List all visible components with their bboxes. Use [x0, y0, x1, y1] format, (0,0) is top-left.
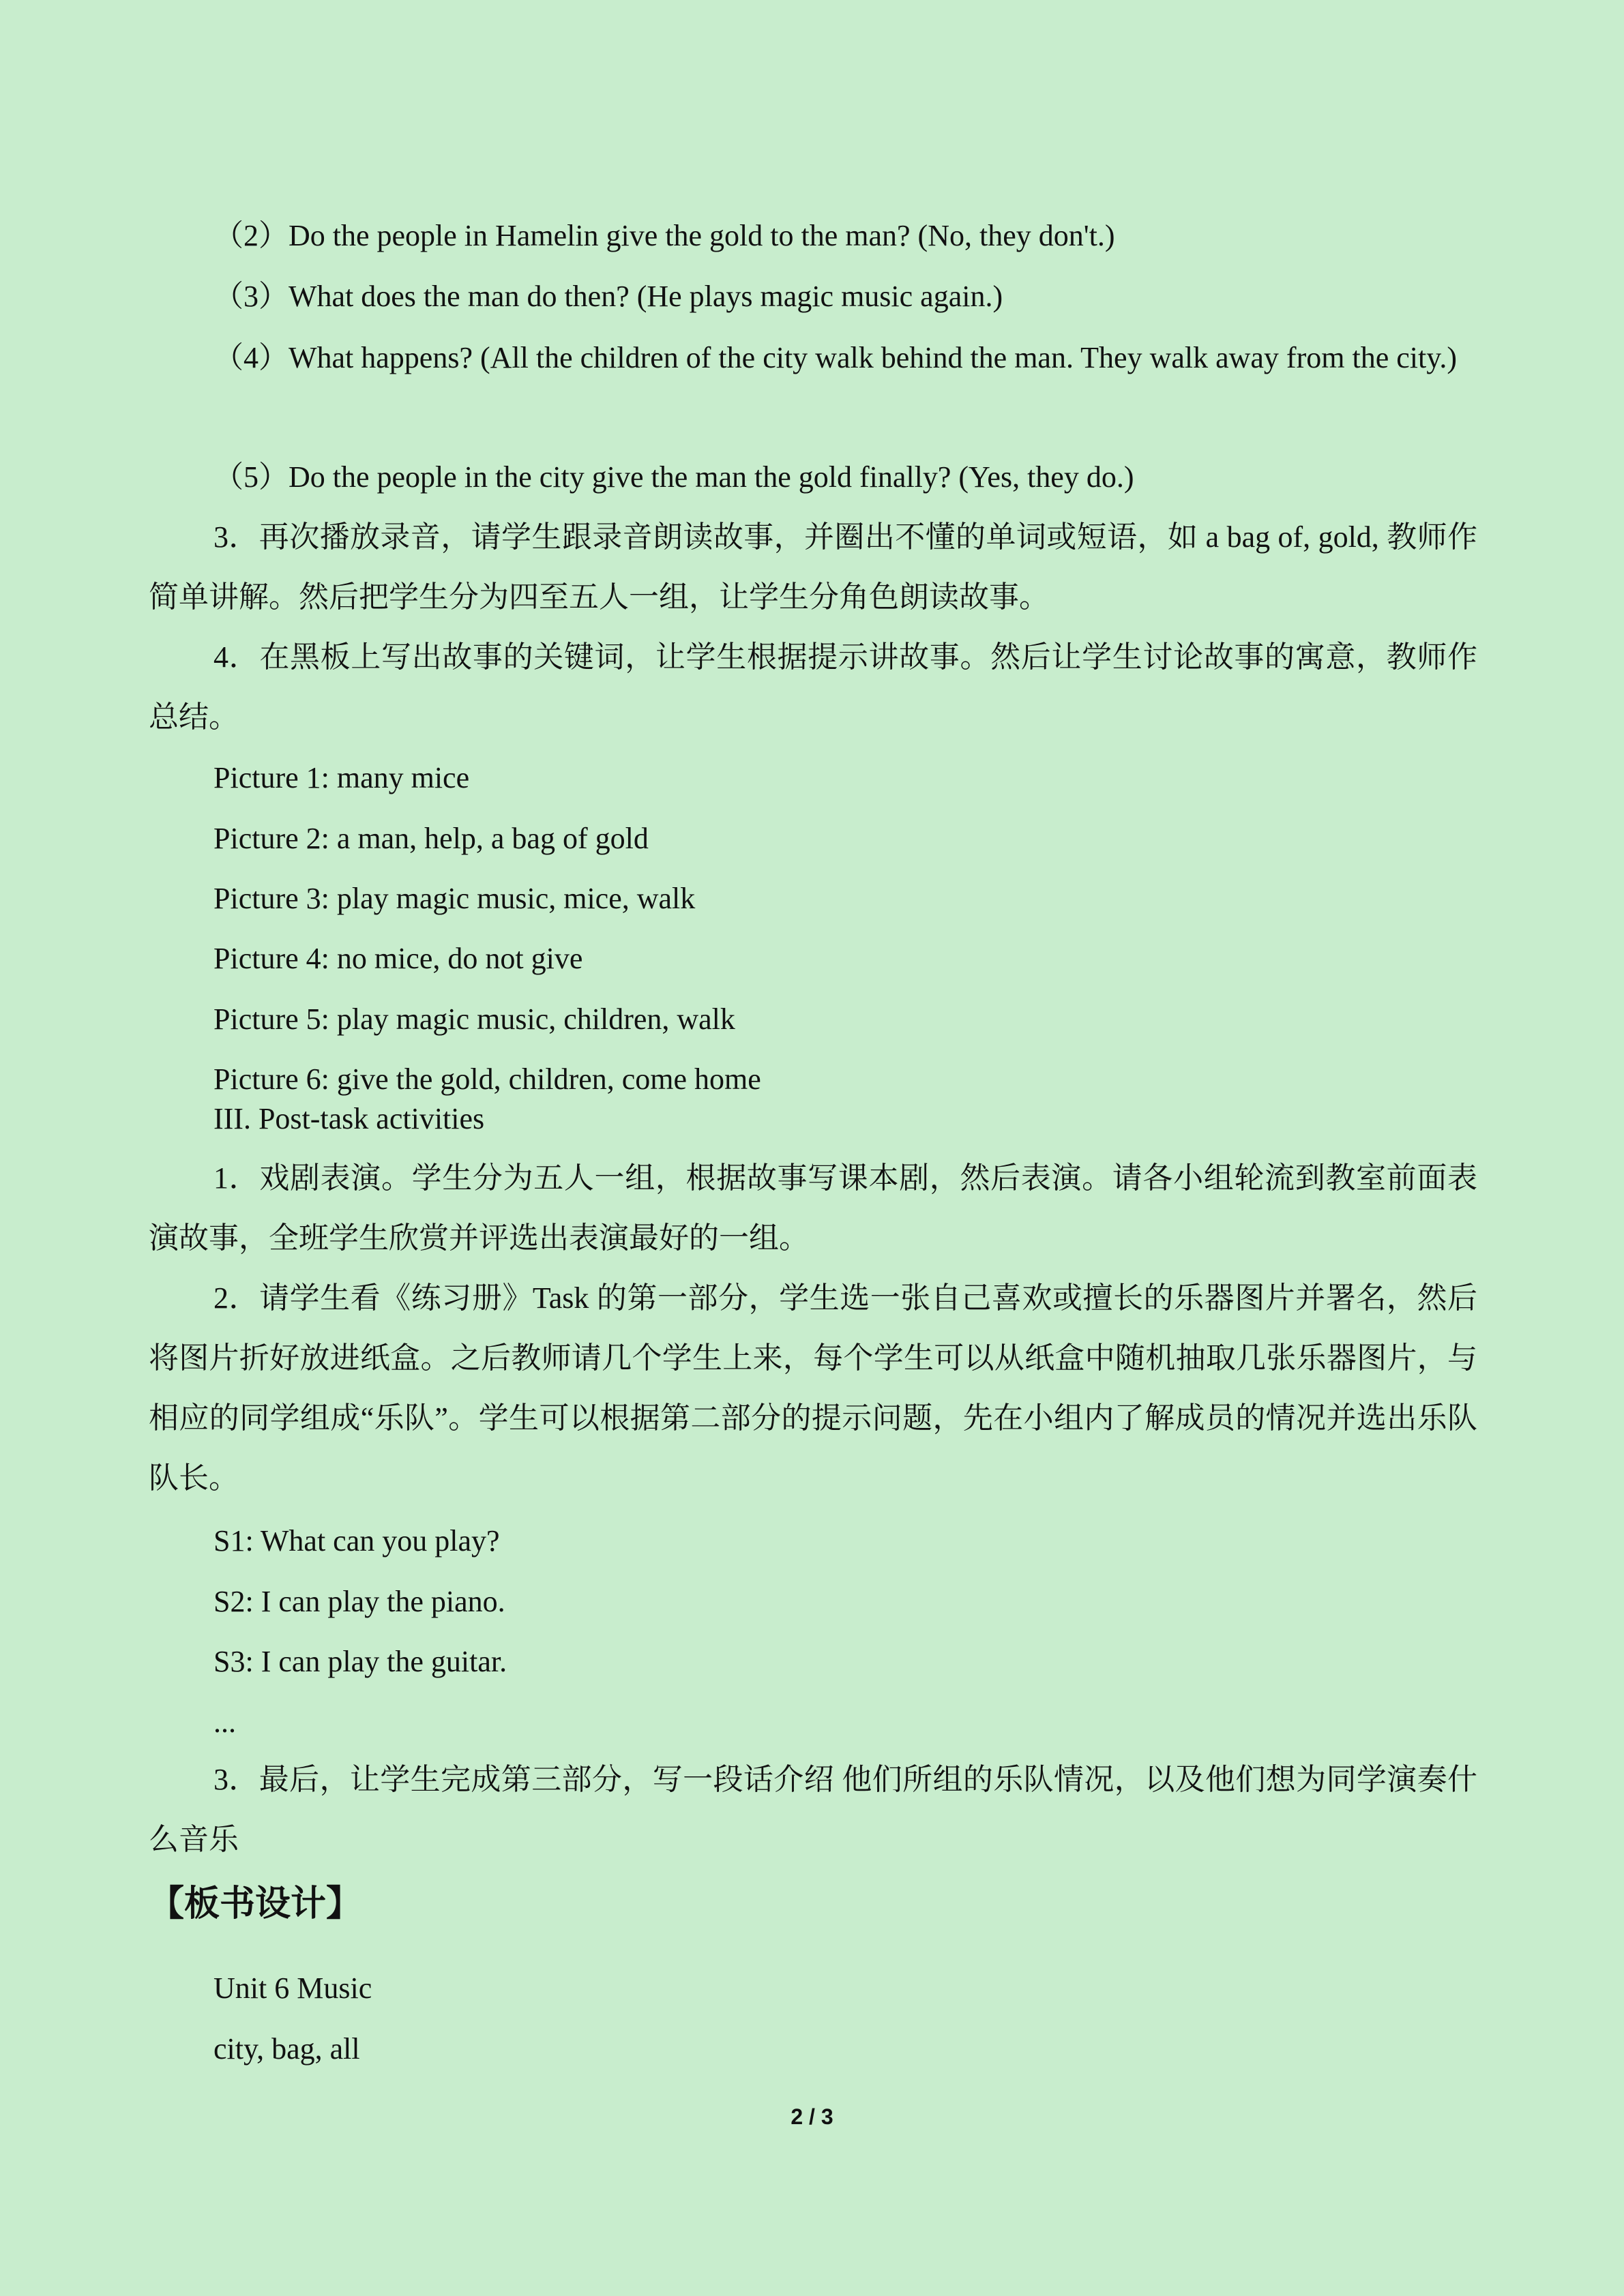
post-step-1: 1．戏剧表演。学生分为五人一组，根据故事写课本剧，然后表演。请各小组轮流到教室前面表演故事，全班学生欣赏并评选出表演最好的一组。 — [149, 1161, 1477, 1255]
page-number: 2 / 3 — [791, 2104, 833, 2129]
post-step-2: 2．请学生看《练习册》Task 的第一部分，学生选一张自己喜欢或擅长的乐器图片并署名，然后将图片折好放进纸盒。之后教师请几个学生上来，每个学生可以从纸盒中随机抽取几张乐器图片，与相应的同学组成“乐队”。学生可以根据第二部分的提示问题，先在小组内了解成员的情况并选出乐队队长。 — [149, 1281, 1477, 1495]
board-unit-title: Unit 6 Music — [213, 1971, 372, 2005]
picture-6-keywords: Picture 6: give the gold, children, come home — [213, 1062, 761, 1096]
question-3: （3）What does the man do then? (He plays magic music again.) — [213, 280, 1003, 313]
step-3-while: 3．再次播放录音，请学生跟录音朗读故事，并圈出不懂的单词或短语，如 a bag of, gold, 教师作简单讲解。然后把学生分为四至五人一组，让学生分角色朗读故事。 — [149, 520, 1477, 614]
dialogue-s2: S2: I can play the piano. — [213, 1585, 505, 1618]
dialogue-ellipsis: ... — [213, 1705, 236, 1739]
post-step-3: 3．最后，让学生完成第三部分，写一段话介绍 他们所组的乐队情况，以及他们想为同学演奏什么音乐 — [149, 1763, 1477, 1856]
dialogue-s3: S3: I can play the guitar. — [213, 1645, 507, 1678]
post-task-heading: III. Post-task activities — [213, 1102, 485, 1135]
picture-5-keywords: Picture 5: play magic music, children, walk — [213, 1002, 735, 1036]
board-vocabulary: city, bag, all — [213, 2032, 360, 2066]
board-design-heading: 【板书设计】 — [149, 1883, 362, 1924]
picture-3-keywords: Picture 3: play magic music, mice, walk — [213, 882, 696, 915]
dialogue-s1: S1: What can you play? — [213, 1524, 500, 1557]
picture-4-keywords: Picture 4: no mice, do not give — [213, 942, 583, 975]
question-4: （4）What happens? (All the children of the city walk behind the man. They walk away from the city.) — [213, 341, 1457, 374]
picture-2-keywords: Picture 2: a man, help, a bag of gold — [213, 822, 649, 855]
picture-1-keywords: Picture 1: many mice — [213, 761, 470, 794]
question-5: （5）Do the people in the city give the man the gold finally? (Yes, they do.) — [213, 460, 1134, 494]
step-4-while: 4．在黑板上写出故事的关键词，让学生根据提示讲故事。然后让学生讨论故事的寓意，教师作总结。 — [149, 640, 1477, 734]
question-2: （2）Do the people in Hamelin give the gold to the man? (No, they don't.) — [213, 219, 1115, 252]
